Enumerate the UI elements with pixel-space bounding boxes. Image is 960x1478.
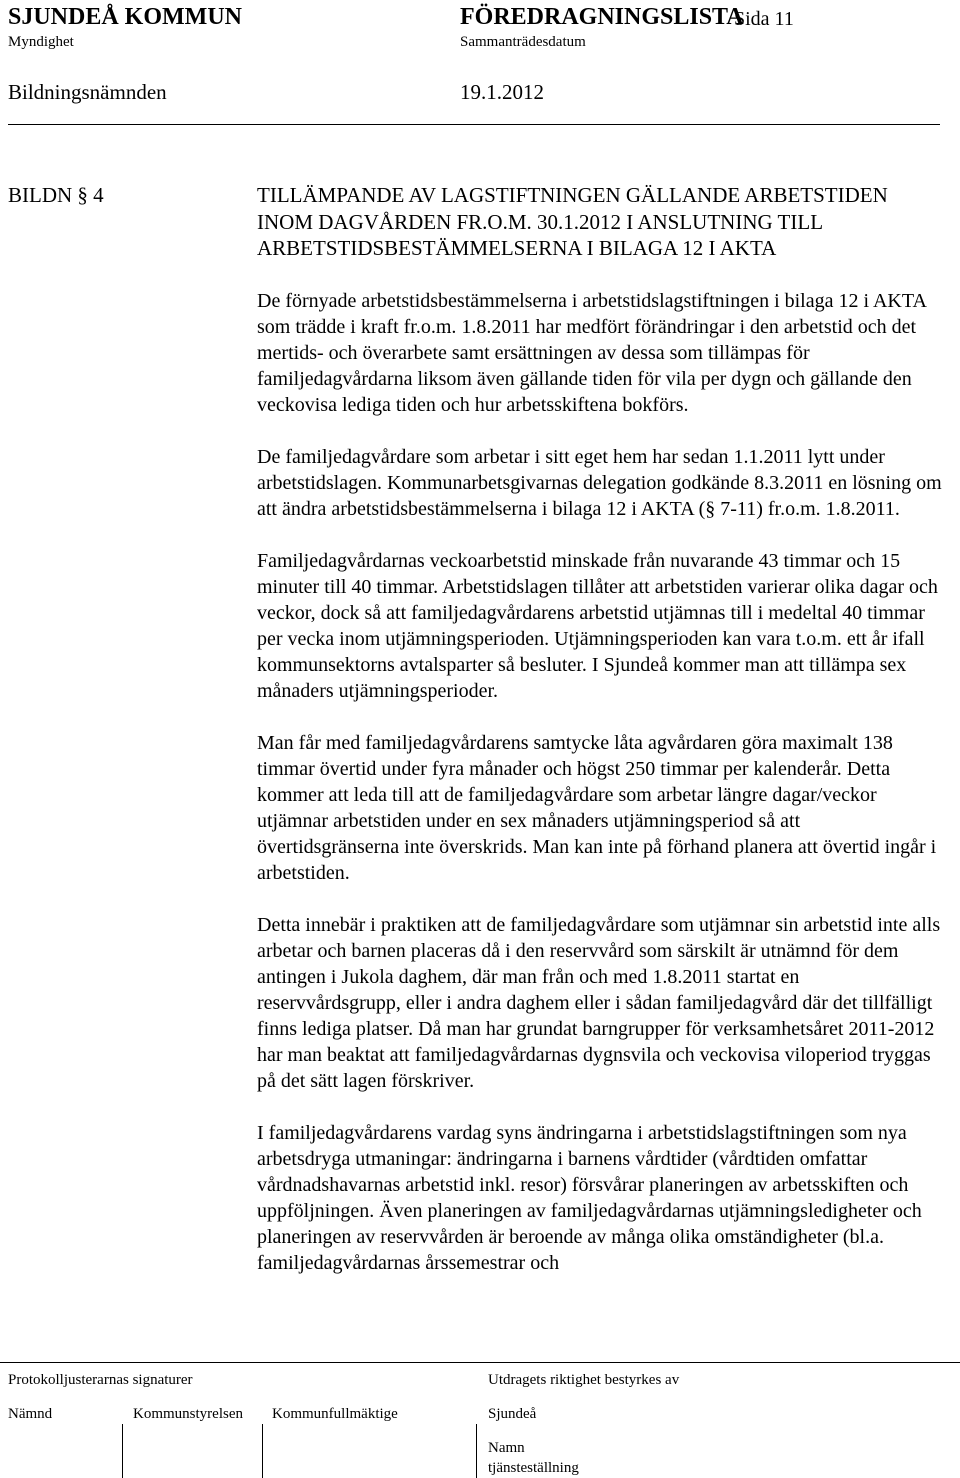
- footer-column-line: [476, 1424, 477, 1478]
- paragraph: De familjedagvårdare som arbetar i sitt eget hem har sedan 1.1.2011 lytt under arbetstidslagen. Kommunarbetsgivarnas delegation godkände 8.3.2011 en lösning om att ändra arbetstidsbestämmelserna i bilaga 12 i AKTA (§ 7-11) fr.o.m. 1.8.2011.: [257, 446, 942, 520]
- footer-col-namnd: Nämnd: [8, 1406, 53, 1422]
- signatures-label: Protokolljusterarnas signaturer: [8, 1372, 193, 1388]
- authority-label: Myndighet: [8, 34, 74, 50]
- date-label: Sammanträdesdatum: [460, 34, 586, 50]
- meeting-date: 19.1.2012: [460, 80, 544, 104]
- paragraph: Familjedagvårdarnas veckoarbetstid minskade från nuvarande 43 timmar och 15 minuter till 40 timmar. Arbetstidslagen tillåter att arbetstiden varierar olika dagar och veckor, dock så att familjedagvårdarens arbetstid utjämnas till i medeltal 40 timmar per vecka inom utjämningsperioden. Utjämningsperioden kan vara t.o.m. ett år ifall kommunsektorns avtalsparter så besluter. I Sjundeå kommer man att tillämpa sex månaders utjämningsperioder.: [257, 550, 938, 702]
- footer-place: Sjundeå: [488, 1406, 537, 1422]
- footer-divider: [0, 1362, 960, 1363]
- paragraph: I familjedagvårdarens vardag syns ändringarna i arbetstidslagstiftningen som nya arbetsdryga utmaningar: ändringarna i barnens vårdtider (vårdtiden omfattar vårdnadshavarnas arbetstid inkl. resor) försvårar planeringen av arbetsskiften och uppföljningen. Även planeringen av familjedagvårdarnas utjämningsledigheter och planeringen av reservvården är beroende av många olika omständigheter (bl.a. familjedagvårdarnas årssemestrar och: [257, 1122, 922, 1274]
- document-body: [257, 288, 947, 1276]
- page-header: [8, 4, 940, 126]
- organization-name: SJUNDEÅ KOMMUN: [8, 4, 242, 30]
- paragraph: Man får med familjedagvårdarens samtycke låta agvårdaren göra maximalt 138 timmar övertid under fyra månader och högst 250 timmar per kalenderår. Detta kommer att leda till att de familjedagvårdare som arbetar längre dagar/veckor utjämnar arbetstiden under en sex månaders utjämningsperiod så att övertidsgränserna inte överskrids. Man kan inte på förhand planera att övertid ingår i arbetstiden.: [257, 732, 937, 884]
- document-title: FÖREDRAGNINGSLISTA: [460, 4, 744, 30]
- header-divider: [8, 124, 940, 125]
- footer-column-line: [122, 1424, 123, 1478]
- item-code: BILDN § 4: [8, 183, 104, 207]
- footer-col-kommunstyrelsen: Kommunstyrelsen: [133, 1406, 243, 1422]
- footer-col-kommunfullmaktige: Kommunfullmäktige: [272, 1406, 398, 1422]
- item-title: TILLÄMPANDE AV LAGSTIFTNINGEN GÄLLANDE ARBETSTIDEN INOM DAGVÅRDEN FR.O.M. 30.1.2012 I ANSLUTNING TILL ARBETSTIDSBESTÄMMELSERNA I BILAGA 12 I AKTA: [257, 183, 888, 260]
- footer-position-label: tjänsteställning: [488, 1460, 579, 1476]
- authority-name: Bildningsnämnden: [8, 80, 167, 104]
- paragraph: Detta innebär i praktiken att de familjedagvårdare som utjämnar sin arbetstid inte alls arbetar och barnen placeras då i den reservvård som särskilt är utnämnd för dem antingen i Jukola daghem, där man från och med 1.8.2011 startat en reservvårdsgrupp, eller i andra daghem eller i sådan familjedagvård där det tillfälligt finns lediga platser. Då man har grundat barngrupper för verksamhetsåret 2011-2012 har man beaktat att familjedagvårdarnas dygnsvila och veckovisa viloperiod tryggas på det sätt lagen förskriver.: [257, 914, 941, 1092]
- paragraph: De förnyade arbetstidsbestämmelserna i arbetstidslagstiftningen i bilaga 12 i AKTA som trädde i kraft fr.o.m. 1.8.2011 har medfört förändringar i den arbetstid och det mertids- och överarbete samt ersättningen av dessa som tillämpas för familjedagvårdarna liksom även gällande tiden för vila per dygn och gällande den veckovisa lediga tiden och hur arbetsskiftena bokförs.: [257, 290, 926, 416]
- page-footer: [0, 1362, 960, 1478]
- verification-label: Utdragets riktighet bestyrkes av: [488, 1372, 680, 1388]
- page-number: Sida 11: [734, 8, 794, 30]
- footer-name-label: Namn: [488, 1440, 525, 1456]
- footer-column-line: [262, 1424, 263, 1478]
